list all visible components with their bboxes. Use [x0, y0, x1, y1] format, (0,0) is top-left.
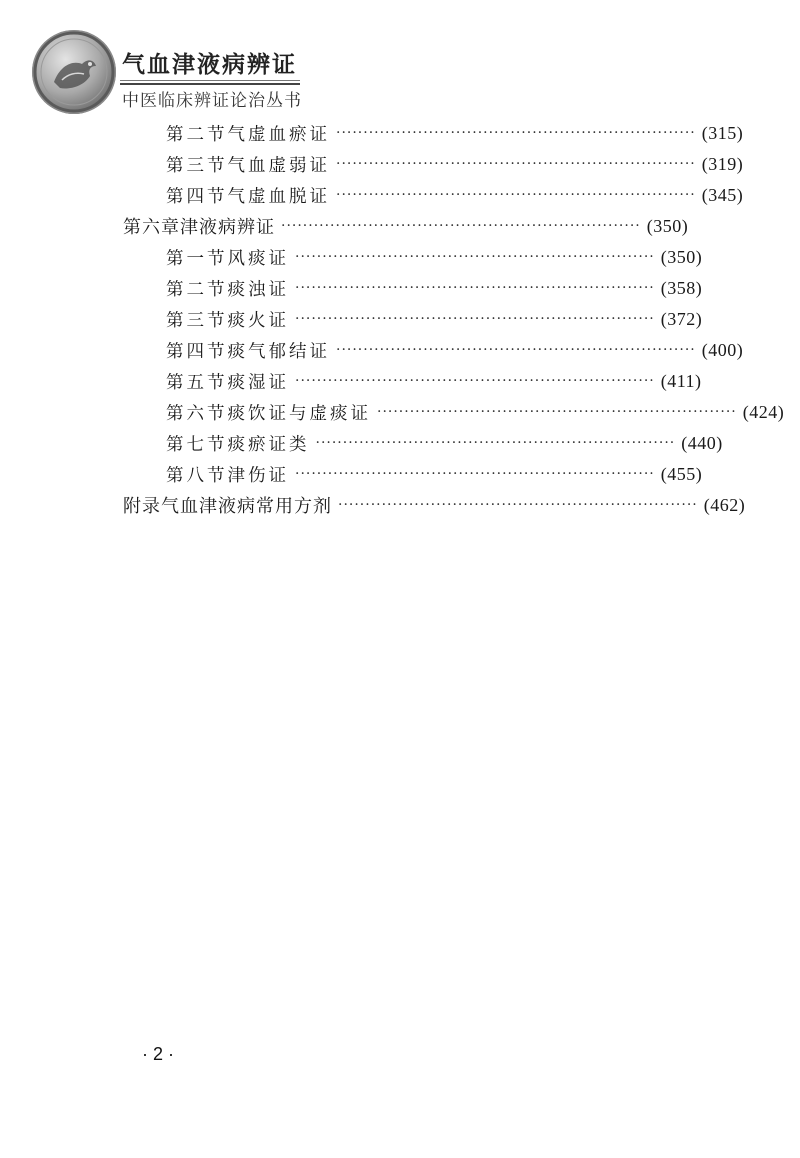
leader-dots: ·································································· [315, 435, 676, 451]
toc-entry-number: 第三节 [166, 155, 228, 176]
toc-entry-number: 第四节 [166, 186, 228, 207]
toc-entry-number: 第七节 [166, 434, 228, 455]
toc-entry-number: 第四节 [166, 341, 228, 362]
leader-dots: ·································································· [295, 466, 655, 482]
toc-entry-title: 津伤证 [227, 465, 289, 486]
toc-entry-page: (358) [660, 277, 703, 298]
leader-dots: ·································································· [336, 125, 696, 141]
toc-entry-number: 第五节 [166, 372, 228, 393]
toc-entry[interactable] [166, 180, 744, 210]
toc-entry-number: 附录 [123, 496, 161, 517]
toc-entry-title: 痰浊证 [227, 279, 289, 300]
toc-entry-title: 痰火证 [227, 310, 289, 331]
toc-entry-number: 第一节 [166, 248, 228, 269]
leader-dots: ·································································· [295, 280, 655, 296]
toc-entry-number: 第二节 [166, 279, 228, 300]
toc-entry-title: 气血津液病常用方剂 [161, 496, 332, 517]
toc-entry[interactable] [166, 397, 785, 427]
toc-entry[interactable] [166, 335, 744, 365]
toc-entry[interactable] [166, 428, 723, 458]
toc-entry-page: (350) [660, 246, 703, 267]
leader-dots: ·································································· [295, 311, 655, 327]
toc-entry-number: 第六节 [166, 403, 228, 424]
toc-entry-page: (350) [646, 215, 689, 236]
header-rule-thick [120, 83, 300, 85]
toc-appendix-entry[interactable] [123, 490, 746, 520]
toc-chapter-entry[interactable] [123, 211, 689, 241]
leader-dots: ·································································· [295, 249, 655, 265]
toc-entry[interactable] [166, 118, 744, 148]
header-rule-thin [120, 80, 300, 81]
toc-entry-page: (372) [660, 308, 703, 329]
toc-entry-number: 第六章 [123, 217, 180, 238]
toc-entry-number: 第八节 [166, 465, 228, 486]
toc-entry[interactable] [166, 273, 703, 303]
toc-entry-title: 津液病辨证 [180, 217, 275, 238]
toc-entry[interactable] [166, 459, 703, 489]
toc-entry-title: 气虚血瘀证 [227, 124, 330, 145]
leader-dots: ·································································· [336, 156, 696, 172]
toc-entry-title: 痰气郁结证 [227, 341, 330, 362]
toc-entry-page: (462) [703, 494, 746, 515]
bird-medallion-icon [32, 30, 116, 114]
toc-entry-page: (455) [660, 463, 703, 484]
toc-entry-page: (345) [701, 184, 744, 205]
toc-entry-number: 第二节 [166, 124, 228, 145]
toc-entry-page: (440) [681, 432, 723, 453]
toc-entry-page: (319) [701, 153, 744, 174]
leader-dots: ·································································· [336, 187, 696, 203]
leader-dots: ·································································· [281, 218, 641, 234]
toc-entry-title: 气虚血脱证 [227, 186, 330, 207]
book-title: 气血津液病辨证 [122, 52, 297, 78]
toc-entry-number: 第三节 [166, 310, 228, 331]
toc-entry[interactable] [166, 242, 703, 272]
leader-dots: ·································································· [338, 497, 698, 513]
leader-dots: ·································································· [377, 404, 737, 420]
toc-entry-title: 气血虚弱证 [227, 155, 330, 176]
toc-entry[interactable] [166, 366, 702, 396]
toc-entry-title: 痰饮证与虚痰证 [227, 403, 371, 424]
toc-entry-title: 痰瘀证类 [227, 434, 310, 455]
toc-entry-page: (315) [701, 122, 744, 143]
toc-entry-title: 风痰证 [227, 248, 289, 269]
leader-dots: ·································································· [336, 342, 696, 358]
series-title: 中医临床辨证论治丛书 [122, 91, 302, 111]
leader-dots: ·································································· [295, 373, 655, 389]
page-header [0, 0, 800, 120]
toc-entry-page: (400) [701, 339, 744, 360]
page-number: · 2 · [142, 1044, 175, 1064]
toc-entry[interactable] [166, 304, 703, 334]
toc-entry-title: 痰湿证 [227, 372, 289, 393]
toc-entry-page: (411) [660, 370, 702, 391]
toc-entry[interactable] [166, 149, 744, 179]
toc-entry-page: (424) [742, 401, 785, 422]
